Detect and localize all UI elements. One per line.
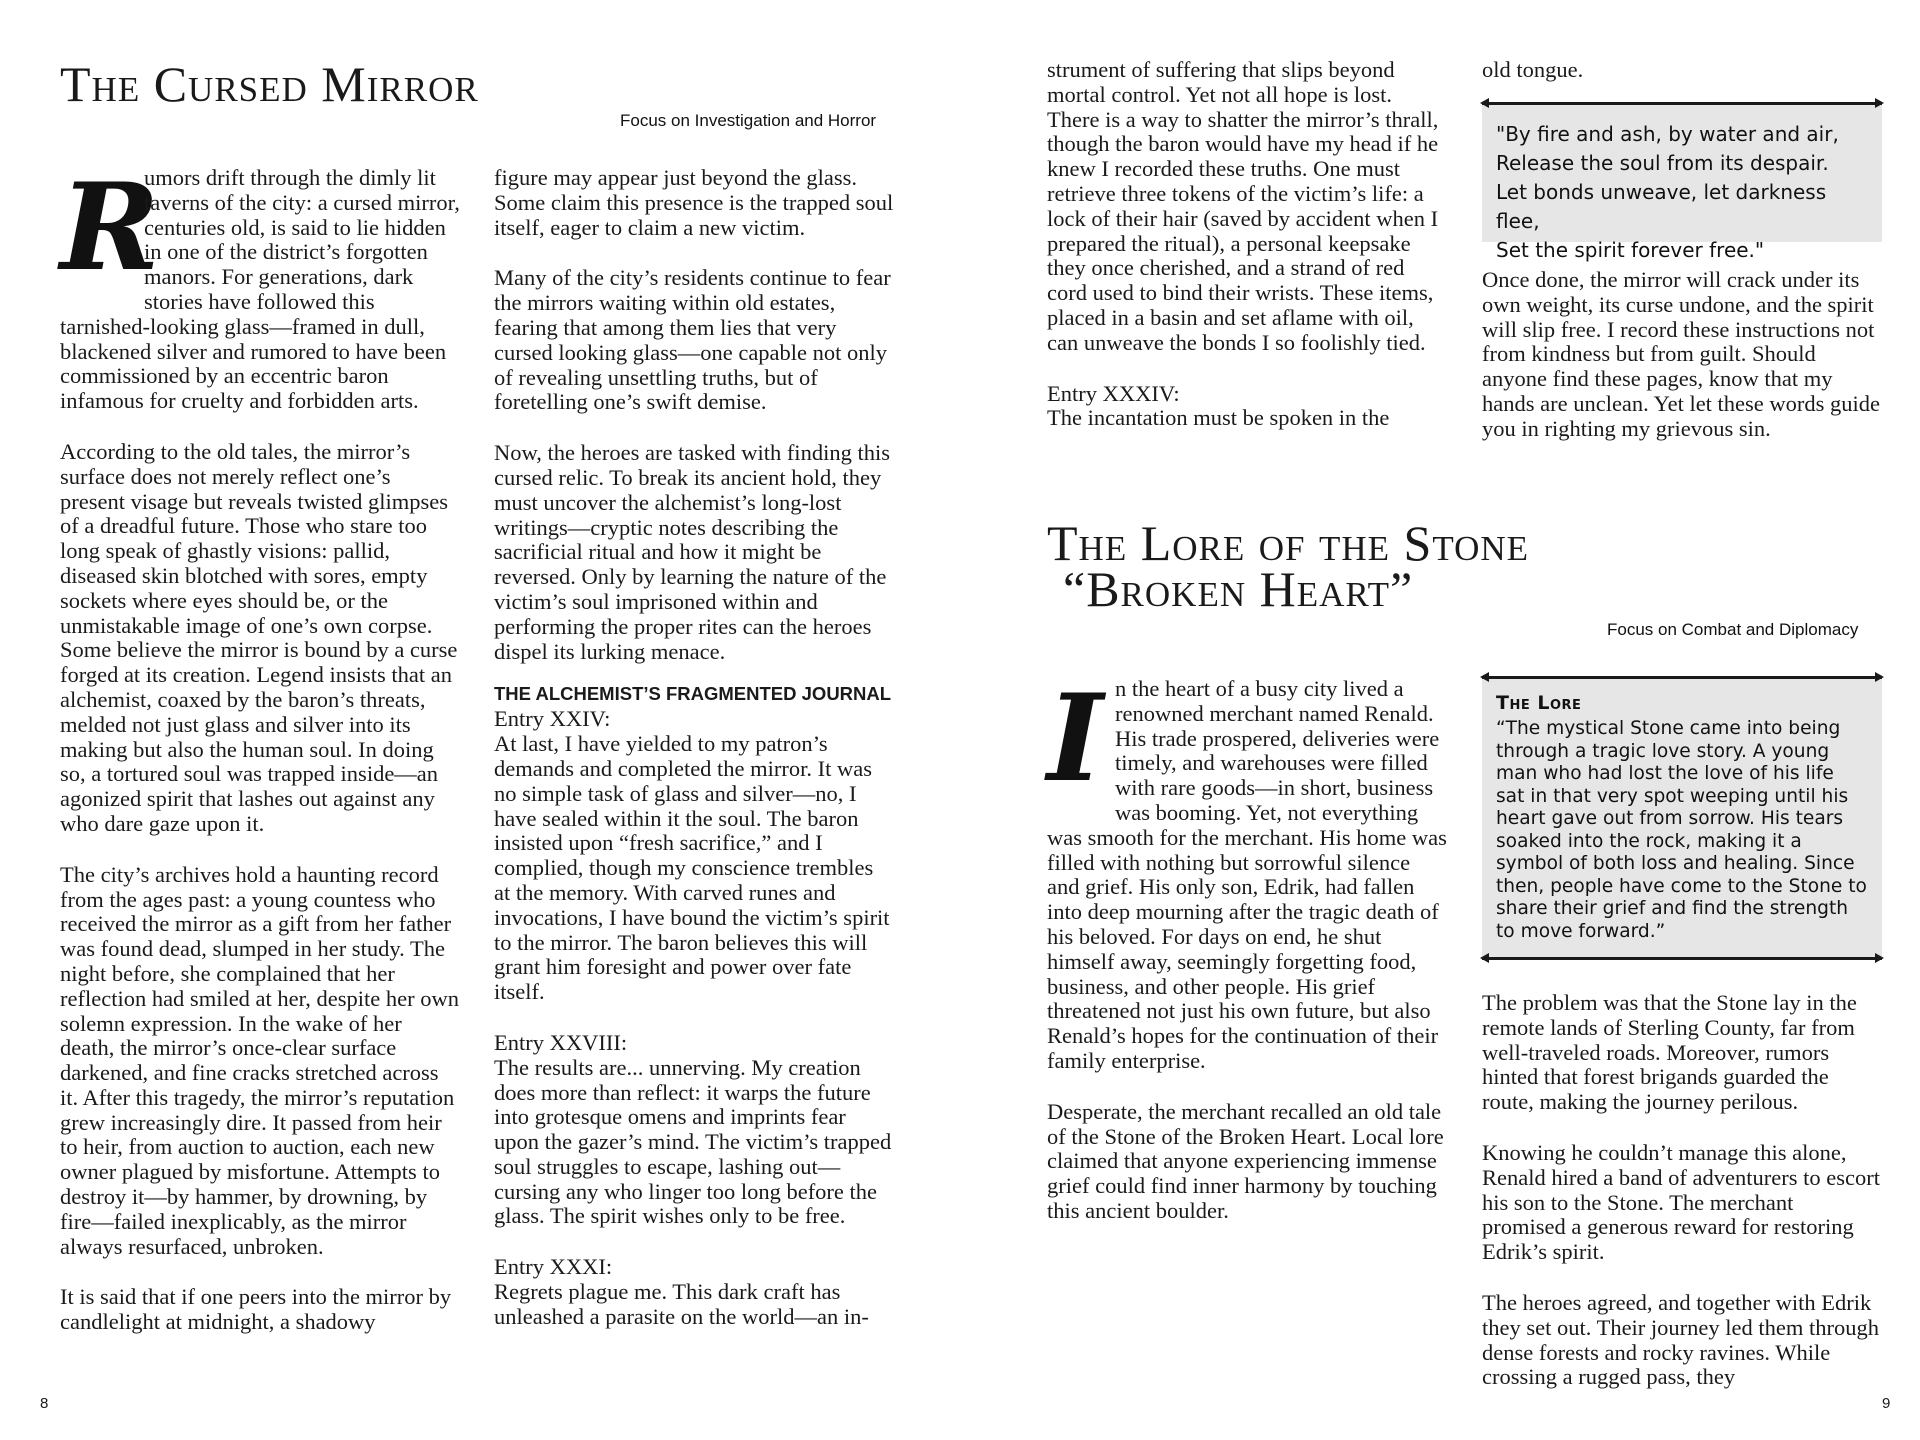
drop-cap <box>60 157 160 298</box>
paragraph: The city’s archives hold a haunting record from the ages past: a young countess who received the mirror as a gift from her father was found dead, slumped in her study. The night before, she complained that her reflection had smiled at her, despite her own solemn expression. In the wake of her death, the mirror’s once-clear surface darkened, and fine cracks stretched across it. After this tragedy, the mirror’s reputation grew increasingly dire. It passed from heir to heir, from auction to auction, each new owner plagued by misfortune. Attempts to destroy it—by hammer, by drowning, by fire—failed inexplicably, as the mirror always resurfaced, unbroken. <box>60 861 459 1259</box>
entry-label: Entry XXIV: <box>494 706 611 732</box>
paragraph: Now, the heroes are tasked with finding this cursed relic. To break its ancient hold, they must uncover the alchemist’s long-lost writings—cryptic notes describing the sacrificial ritual and how it might be reversed. Only by learning the nature of the victim’s soul imprisoned within and performing the proper rites can the heroes dispel its lurking menace. <box>494 440 890 664</box>
page-title: The Cursed Mirror <box>60 56 479 112</box>
box-bottom-rule <box>1482 957 1882 960</box>
section-title-line: “Broken Heart” <box>1063 561 1414 617</box>
lore-box <box>1482 676 1882 960</box>
right-column-2-bottom <box>1482 991 1882 1390</box>
entry-label: Entry XXXIV: <box>1047 380 1180 406</box>
paragraph: n the heart of a busy city lived a renowned merchant named Renald. His trade prospered, deliveries were timely, and warehouses were filled with rare goods—in short, business was booming. Yet, not everything was smooth for the merchant. His home was filled with nothing but sorrowful silence and grief. His only son, Edrik, had fallen into deep mourning after the tragic death of his beloved. For days on end, he shut himself away, seemingly forgetting food, business, and other people. His grief threatened not just his own future, but also Renald’s hopes for the continuation of their family enterprise. <box>1047 676 1447 1073</box>
page-number: 8 <box>40 1395 49 1412</box>
journal-entry <box>494 1255 894 1329</box>
right-column-2-mid <box>1482 268 1882 442</box>
journal-heading: THE ALCHEMIST’S FRAGMENTED JOURNAL <box>494 683 892 705</box>
entry-label: Entry XXXI: <box>494 1254 613 1280</box>
entry-text: The incantation must be spoken in the <box>1047 405 1390 431</box>
paragraph: According to the old tales, the mirror’s surface does not merely reflect one’s present visage but reveals twisted glimpses of a dreadful future. Those who stare too long speak of ghastly visions: pallid, diseased skin blotched with sores, empty sockets where eyes should be, or the unmistakable image of one’s own corpse. Some believe the mirror is bound by a curse forged at its creation. Legend insists that an alchemist, coaxed by the baron’s threats, melded not just glass and silver into its making but also the human soul. In doing so, a tortured soul was trapped inside—an agonized spirit that lashes out against any who dare gaze upon it. <box>60 438 458 836</box>
focus-tag: Focus on Investigation and Horror <box>620 111 877 130</box>
paragraph: Knowing he couldn’t manage this alone, Renald hired a band of adventurers to escort his son to the Stone. The merchant promised a generous reward for restoring Edrik’s spirit. <box>1482 1139 1880 1265</box>
paragraph: It is said that if one peers into the mirror by candlelight at midnight, a shadowy <box>60 1284 452 1335</box>
paragraph: figure may appear just beyond the glass. Some claim this presence is the trapped soul itself, eager to claim a new victim. <box>494 165 894 240</box>
journal-entry <box>494 1031 894 1229</box>
box-top-rule <box>1482 102 1882 105</box>
paragraph: Many of the city’s residents continue to fear the mirrors waiting within old estates, fearing that among them lies that very cursed looking glass—one capable not only of revealing unsettling truths, but of foretelling one’s swift demise. <box>494 265 891 415</box>
paragraph: The heroes agreed, and together with Edrik they set out. Their journey led them through dense forests and rocky ravines. While crossing a rugged pass, they <box>1482 1289 1880 1390</box>
journal-entry <box>494 707 894 1005</box>
incantation-line: Let bonds unweave, let darkness flee, <box>1496 180 1827 233</box>
entry-text: Regrets plague me. This dark craft has unleashed a parasite on the world—an in- <box>494 1279 869 1329</box>
right-column-2-top <box>1482 58 1882 83</box>
incantation-box <box>1482 102 1882 262</box>
paragraph: strument of suffering that slips beyond mortal control. Yet not all hope is lost. There is a way to shatter the mirror’s thrall, though the baron would have my head if he knew I recorded these truths. One must retrieve three tokens of the victim’s life: a lock of their hair (saved by accident when I prepared the ritual), a personal keepsake they once cherished, and a strand of red cord used to bind their wrists. These items, placed in a basin and set aflame with oil, can unweave the bonds I so foolishly tied. <box>1047 57 1439 355</box>
left-column-1 <box>60 157 460 1335</box>
left-column-2 <box>494 166 894 1330</box>
right-column-1-top <box>1047 58 1447 431</box>
paragraph: The problem was that the Stone lay in the remote lands of Sterling County, far from well-traveled roads. Moreover, rumors hinted that forest brigands guarded the route, making the journey perilous. <box>1482 990 1857 1115</box>
right-page <box>960 0 1920 1440</box>
box-top-rule <box>1482 676 1882 679</box>
paragraph: old tongue. <box>1482 57 1584 82</box>
right-column-1-bottom <box>1047 668 1447 1224</box>
section-title <box>1047 515 1530 617</box>
lore-box-text: “The mystical Stone came into being through a tragic love story. A young man who had lost the love of his life sat in that very spot weeping until his heart gave out from sorrow. His tears soaked into the rock, making it a symbol of both loss and healing. Since then, people have come to the Stone to share their grief and find the strength to move forward.” <box>1496 718 1867 942</box>
incantation-line: Set the spirit forever free." <box>1496 238 1765 262</box>
drop-cap <box>1047 668 1104 809</box>
incantation-line: Release the soul from its despair. <box>1496 151 1829 175</box>
page-number: 9 <box>1882 1395 1891 1412</box>
paragraph: umors drift through the dimly lit taverns of the city: a cursed mirror, centuries old, is said to lie hidden in one of the district’s forgotten manors. For generations, dark stories have followed this tarnished-looking glass—framed in dull, blackened silver and rumored to have been commissioned by an eccentric baron infamous for cruelty and forbidden arts. <box>60 165 460 414</box>
section-title-line: The Lore of the Stone <box>1047 515 1530 571</box>
drop-cap-letter: R <box>60 157 160 298</box>
paragraph: Once done, the mirror will crack under its own weight, its curse undone, and the spirit will slip free. I record these instructions not from kindness but from guilt. Should anyone find these pages, know that my hands are unclean. Yet let these words guide you in righting my grievous sin. <box>1482 267 1881 441</box>
entry-label: Entry XXVIII: <box>494 1029 628 1055</box>
entry-text: At last, I have yielded to my patron’s demands and completed the mirror. It was no simple task of glass and silver—no, I have sealed within it the soul. The baron insisted upon “fresh sacrifice,” and I complied, though my conscience trembles at the memory. With carved runes and invocations, I have bound the victim’s spirit to the mirror. The baron believes this will grant him foresight and power over fate itself. <box>494 731 890 1005</box>
journal-entry <box>1047 382 1447 432</box>
lore-box-title: The Lore <box>1496 692 1582 714</box>
paragraph: Desperate, the merchant recalled an old tale of the Stone of the Broken Heart. Local lore claimed that anyone experiencing immense grief could find inner harmony by touching this ancient boulder. <box>1047 1098 1444 1223</box>
drop-cap-letter: I <box>1047 668 1104 809</box>
focus-tag: Focus on Combat and Diplomacy <box>1607 620 1859 639</box>
entry-text: The results are... unnerving. My creation does more than reflect: it warps the future into grotesque omens and imprints fear upon the gazer’s mind. The victim’s trapped soul struggles to escape, lashing out—cursing any who linger too long before the glass. The spirit wishes only to be free. <box>494 1054 892 1229</box>
incantation-line: "By fire and ash, by water and air, <box>1496 122 1839 146</box>
